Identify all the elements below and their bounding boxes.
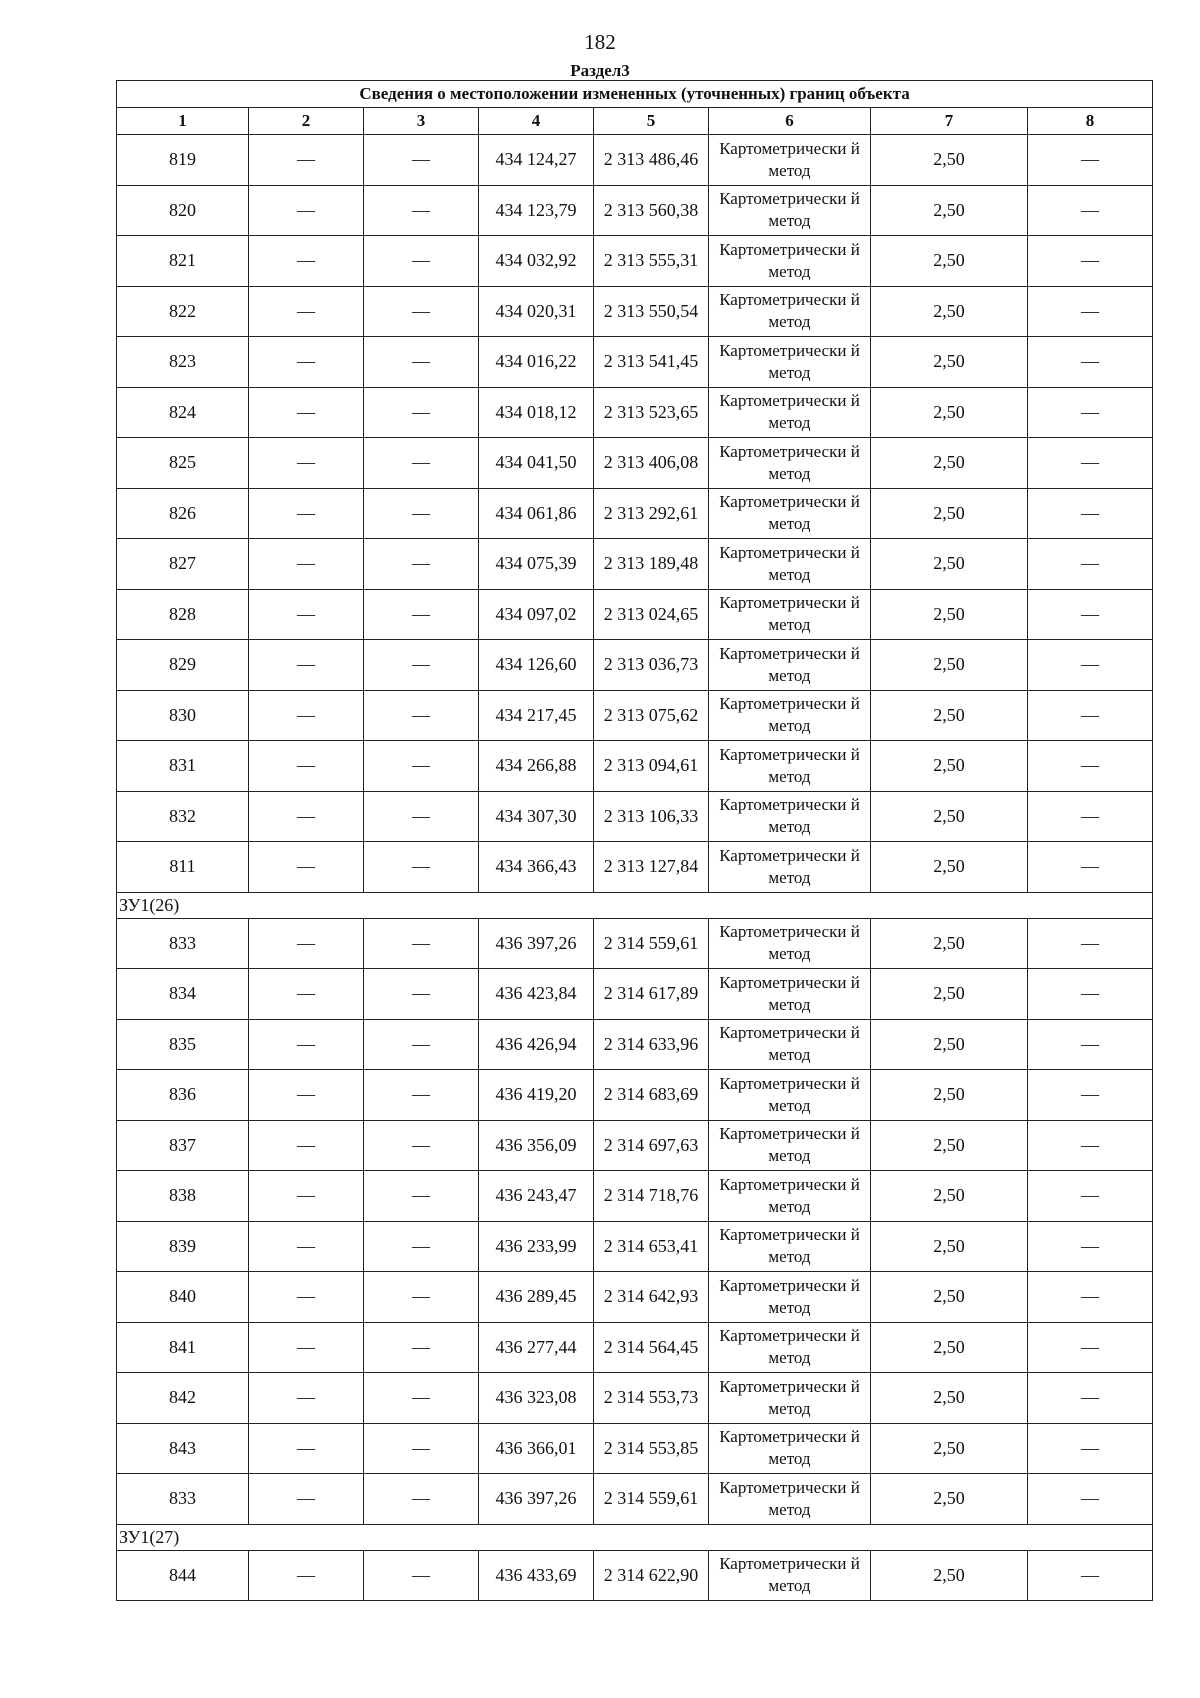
y-coordinate-cell: 2 314 559,61 (594, 1474, 709, 1525)
column-3-cell: — (364, 387, 479, 438)
column-3-cell: — (364, 1474, 479, 1525)
point-number-cell: 821 (117, 236, 249, 287)
y-coordinate-cell: 2 314 559,61 (594, 918, 709, 969)
column-3-cell: — (364, 791, 479, 842)
point-number-cell: 831 (117, 741, 249, 792)
accuracy-cell: 2,50 (871, 1423, 1028, 1474)
point-number-cell: 836 (117, 1070, 249, 1121)
x-coordinate-cell: 436 423,84 (479, 969, 594, 1020)
accuracy-cell: 2,50 (871, 1474, 1028, 1525)
accuracy-cell: 2,50 (871, 1221, 1028, 1272)
column-2-cell: — (249, 1474, 364, 1525)
method-cell: Картометрически й метод (709, 690, 871, 741)
x-coordinate-cell: 436 426,94 (479, 1019, 594, 1070)
point-number-cell: 833 (117, 1474, 249, 1525)
method-cell: Картометрически й метод (709, 791, 871, 842)
column-3-cell: — (364, 969, 479, 1020)
column-header: 6 (709, 108, 871, 135)
y-coordinate-cell: 2 313 094,61 (594, 741, 709, 792)
y-coordinate-cell: 2 313 127,84 (594, 842, 709, 893)
column-3-cell: — (364, 640, 479, 691)
table-row (117, 690, 1153, 741)
accuracy-cell: 2,50 (871, 918, 1028, 969)
accuracy-cell: 2,50 (871, 286, 1028, 337)
y-coordinate-cell: 2 313 024,65 (594, 589, 709, 640)
point-number-cell: 830 (117, 690, 249, 741)
column-3-cell: — (364, 539, 479, 590)
column-2-cell: — (249, 1171, 364, 1222)
y-coordinate-cell: 2 314 683,69 (594, 1070, 709, 1121)
column-8-cell: — (1028, 1474, 1153, 1525)
column-8-cell: — (1028, 135, 1153, 186)
column-3-cell: — (364, 1272, 479, 1323)
column-2-cell: — (249, 969, 364, 1020)
column-3-cell: — (364, 1120, 479, 1171)
table-row (117, 1272, 1153, 1323)
point-number-cell: 839 (117, 1221, 249, 1272)
accuracy-cell: 2,50 (871, 969, 1028, 1020)
column-8-cell: — (1028, 1550, 1153, 1601)
x-coordinate-cell: 434 097,02 (479, 589, 594, 640)
column-2-cell: — (249, 791, 364, 842)
x-coordinate-cell: 436 356,09 (479, 1120, 594, 1171)
column-8-cell: — (1028, 791, 1153, 842)
accuracy-cell: 2,50 (871, 539, 1028, 590)
method-cell: Картометрически й метод (709, 1423, 871, 1474)
column-3-cell: — (364, 741, 479, 792)
y-coordinate-cell: 2 313 189,48 (594, 539, 709, 590)
group-row (117, 892, 1153, 918)
y-coordinate-cell: 2 313 486,46 (594, 135, 709, 186)
column-3-cell: — (364, 1070, 479, 1121)
y-coordinate-cell: 2 313 036,73 (594, 640, 709, 691)
y-coordinate-cell: 2 314 718,76 (594, 1171, 709, 1222)
y-coordinate-cell: 2 313 292,61 (594, 488, 709, 539)
column-8-cell: — (1028, 1019, 1153, 1070)
column-8-cell: — (1028, 842, 1153, 893)
x-coordinate-cell: 436 243,47 (479, 1171, 594, 1222)
column-8-cell: — (1028, 1120, 1153, 1171)
method-cell: Картометрически й метод (709, 1550, 871, 1601)
column-2-cell: — (249, 690, 364, 741)
y-coordinate-cell: 2 314 653,41 (594, 1221, 709, 1272)
method-cell: Картометрически й метод (709, 185, 871, 236)
accuracy-cell: 2,50 (871, 185, 1028, 236)
column-8-cell: — (1028, 589, 1153, 640)
point-number-cell: 834 (117, 969, 249, 1020)
column-8-cell: — (1028, 1272, 1153, 1323)
accuracy-cell: 2,50 (871, 1120, 1028, 1171)
table-caption: Сведения о местоположении измененных (уточненных) границ объекта (117, 81, 1153, 108)
column-2-cell: — (249, 1120, 364, 1171)
method-cell: Картометрически й метод (709, 539, 871, 590)
column-8-cell: — (1028, 236, 1153, 287)
accuracy-cell: 2,50 (871, 135, 1028, 186)
column-3-cell: — (364, 1019, 479, 1070)
x-coordinate-cell: 434 032,92 (479, 236, 594, 287)
point-number-cell: 811 (117, 842, 249, 893)
column-8-cell: — (1028, 1171, 1153, 1222)
table-row (117, 1550, 1153, 1601)
coordinates-table (116, 80, 1153, 1601)
x-coordinate-cell: 436 323,08 (479, 1373, 594, 1424)
accuracy-cell: 2,50 (871, 387, 1028, 438)
accuracy-cell: 2,50 (871, 690, 1028, 741)
method-cell: Картометрически й метод (709, 842, 871, 893)
column-8-cell: — (1028, 690, 1153, 741)
method-cell: Картометрически й метод (709, 741, 871, 792)
column-header: 7 (871, 108, 1028, 135)
table-row (117, 791, 1153, 842)
x-coordinate-cell: 436 433,69 (479, 1550, 594, 1601)
accuracy-cell: 2,50 (871, 438, 1028, 489)
table-row (117, 438, 1153, 489)
column-header: 5 (594, 108, 709, 135)
column-2-cell: — (249, 741, 364, 792)
table-row (117, 135, 1153, 186)
point-number-cell: 832 (117, 791, 249, 842)
x-coordinate-cell: 434 123,79 (479, 185, 594, 236)
method-cell: Картометрически й метод (709, 1171, 871, 1222)
column-8-cell: — (1028, 438, 1153, 489)
accuracy-cell: 2,50 (871, 1322, 1028, 1373)
column-header: 2 (249, 108, 364, 135)
column-3-cell: — (364, 1221, 479, 1272)
table-row (117, 1373, 1153, 1424)
accuracy-cell: 2,50 (871, 1373, 1028, 1424)
y-coordinate-cell: 2 314 564,45 (594, 1322, 709, 1373)
column-2-cell: — (249, 387, 364, 438)
accuracy-cell: 2,50 (871, 1070, 1028, 1121)
method-cell: Картометрически й метод (709, 969, 871, 1020)
point-number-cell: 823 (117, 337, 249, 388)
y-coordinate-cell: 2 313 541,45 (594, 337, 709, 388)
method-cell: Картометрически й метод (709, 640, 871, 691)
method-cell: Картометрически й метод (709, 1272, 871, 1323)
column-2-cell: — (249, 236, 364, 287)
x-coordinate-cell: 434 061,86 (479, 488, 594, 539)
point-number-cell: 841 (117, 1322, 249, 1373)
y-coordinate-cell: 2 314 622,90 (594, 1550, 709, 1601)
column-3-cell: — (364, 918, 479, 969)
table-row (117, 1019, 1153, 1070)
table-row (117, 969, 1153, 1020)
column-2-cell: — (249, 1373, 364, 1424)
y-coordinate-cell: 2 314 642,93 (594, 1272, 709, 1323)
column-8-cell: — (1028, 286, 1153, 337)
method-cell: Картометрически й метод (709, 1070, 871, 1121)
column-2-cell: — (249, 1272, 364, 1323)
table-row (117, 1171, 1153, 1222)
x-coordinate-cell: 434 124,27 (479, 135, 594, 186)
table-row (117, 1474, 1153, 1525)
column-header: 1 (117, 108, 249, 135)
table-row (117, 842, 1153, 893)
accuracy-cell: 2,50 (871, 488, 1028, 539)
column-3-cell: — (364, 1373, 479, 1424)
column-2-cell: — (249, 135, 364, 186)
column-8-cell: — (1028, 185, 1153, 236)
point-number-cell: 828 (117, 589, 249, 640)
column-8-cell: — (1028, 539, 1153, 590)
x-coordinate-cell: 434 217,45 (479, 690, 594, 741)
x-coordinate-cell: 434 126,60 (479, 640, 594, 691)
x-coordinate-cell: 436 397,26 (479, 918, 594, 969)
table-caption-row (117, 81, 1153, 108)
point-number-cell: 819 (117, 135, 249, 186)
x-coordinate-cell: 434 075,39 (479, 539, 594, 590)
point-number-cell: 829 (117, 640, 249, 691)
column-3-cell: — (364, 236, 479, 287)
point-number-cell: 842 (117, 1373, 249, 1424)
method-cell: Картометрически й метод (709, 236, 871, 287)
table-header-row (117, 108, 1153, 135)
method-cell: Картометрически й метод (709, 135, 871, 186)
method-cell: Картометрически й метод (709, 488, 871, 539)
point-number-cell: 840 (117, 1272, 249, 1323)
y-coordinate-cell: 2 313 075,62 (594, 690, 709, 741)
column-2-cell: — (249, 1322, 364, 1373)
table-row (117, 539, 1153, 590)
point-number-cell: 835 (117, 1019, 249, 1070)
table-row (117, 1070, 1153, 1121)
y-coordinate-cell: 2 313 106,33 (594, 791, 709, 842)
column-3-cell: — (364, 1171, 479, 1222)
method-cell: Картометрически й метод (709, 1019, 871, 1070)
table-row (117, 185, 1153, 236)
y-coordinate-cell: 2 313 560,38 (594, 185, 709, 236)
y-coordinate-cell: 2 313 406,08 (594, 438, 709, 489)
x-coordinate-cell: 434 041,50 (479, 438, 594, 489)
column-8-cell: — (1028, 1423, 1153, 1474)
method-cell: Картометрически й метод (709, 1474, 871, 1525)
x-coordinate-cell: 434 020,31 (479, 286, 594, 337)
x-coordinate-cell: 436 419,20 (479, 1070, 594, 1121)
accuracy-cell: 2,50 (871, 589, 1028, 640)
x-coordinate-cell: 434 266,88 (479, 741, 594, 792)
accuracy-cell: 2,50 (871, 337, 1028, 388)
column-header: 8 (1028, 108, 1153, 135)
column-8-cell: — (1028, 1373, 1153, 1424)
column-2-cell: — (249, 539, 364, 590)
x-coordinate-cell: 436 289,45 (479, 1272, 594, 1323)
table-row (117, 1221, 1153, 1272)
column-2-cell: — (249, 337, 364, 388)
point-number-cell: 827 (117, 539, 249, 590)
column-8-cell: — (1028, 918, 1153, 969)
column-8-cell: — (1028, 1070, 1153, 1121)
column-2-cell: — (249, 640, 364, 691)
column-3-cell: — (364, 135, 479, 186)
column-2-cell: — (249, 1070, 364, 1121)
column-8-cell: — (1028, 969, 1153, 1020)
accuracy-cell: 2,50 (871, 791, 1028, 842)
x-coordinate-cell: 436 277,44 (479, 1322, 594, 1373)
y-coordinate-cell: 2 313 555,31 (594, 236, 709, 287)
column-header: 3 (364, 108, 479, 135)
column-2-cell: — (249, 1019, 364, 1070)
column-header: 4 (479, 108, 594, 135)
x-coordinate-cell: 434 307,30 (479, 791, 594, 842)
column-3-cell: — (364, 842, 479, 893)
column-8-cell: — (1028, 1221, 1153, 1272)
accuracy-cell: 2,50 (871, 1171, 1028, 1222)
method-cell: Картометрически й метод (709, 1120, 871, 1171)
table-row (117, 488, 1153, 539)
x-coordinate-cell: 436 233,99 (479, 1221, 594, 1272)
column-8-cell: — (1028, 488, 1153, 539)
column-2-cell: — (249, 1221, 364, 1272)
method-cell: Картометрически й метод (709, 1373, 871, 1424)
column-3-cell: — (364, 1423, 479, 1474)
column-8-cell: — (1028, 640, 1153, 691)
method-cell: Картометрически й метод (709, 438, 871, 489)
point-number-cell: 837 (117, 1120, 249, 1171)
x-coordinate-cell: 434 016,22 (479, 337, 594, 388)
accuracy-cell: 2,50 (871, 640, 1028, 691)
y-coordinate-cell: 2 314 697,63 (594, 1120, 709, 1171)
column-2-cell: — (249, 286, 364, 337)
column-3-cell: — (364, 488, 479, 539)
x-coordinate-cell: 434 018,12 (479, 387, 594, 438)
column-8-cell: — (1028, 337, 1153, 388)
x-coordinate-cell: 434 366,43 (479, 842, 594, 893)
accuracy-cell: 2,50 (871, 1550, 1028, 1601)
table-row (117, 640, 1153, 691)
group-row (117, 1524, 1153, 1550)
group-label: ЗУ1(27) (117, 1524, 1153, 1550)
column-2-cell: — (249, 1423, 364, 1474)
accuracy-cell: 2,50 (871, 1272, 1028, 1323)
column-3-cell: — (364, 1322, 479, 1373)
accuracy-cell: 2,50 (871, 741, 1028, 792)
point-number-cell: 825 (117, 438, 249, 489)
accuracy-cell: 2,50 (871, 1019, 1028, 1070)
point-number-cell: 822 (117, 286, 249, 337)
accuracy-cell: 2,50 (871, 236, 1028, 287)
column-3-cell: — (364, 337, 479, 388)
y-coordinate-cell: 2 313 550,54 (594, 286, 709, 337)
method-cell: Картометрически й метод (709, 589, 871, 640)
column-3-cell: — (364, 286, 479, 337)
column-8-cell: — (1028, 387, 1153, 438)
method-cell: Картометрически й метод (709, 337, 871, 388)
table-row (117, 337, 1153, 388)
section-title: Раздел3 (570, 61, 630, 80)
point-number-cell: 826 (117, 488, 249, 539)
y-coordinate-cell: 2 313 523,65 (594, 387, 709, 438)
table-row (117, 286, 1153, 337)
table-row (117, 1423, 1153, 1474)
column-2-cell: — (249, 1550, 364, 1601)
table-row (117, 236, 1153, 287)
page-number: 182 (584, 30, 616, 54)
y-coordinate-cell: 2 314 633,96 (594, 1019, 709, 1070)
point-number-cell: 820 (117, 185, 249, 236)
group-label: ЗУ1(26) (117, 892, 1153, 918)
table-row (117, 741, 1153, 792)
method-cell: Картометрически й метод (709, 286, 871, 337)
y-coordinate-cell: 2 314 553,85 (594, 1423, 709, 1474)
table-row (117, 918, 1153, 969)
method-cell: Картометрически й метод (709, 387, 871, 438)
method-cell: Картометрически й метод (709, 1322, 871, 1373)
column-3-cell: — (364, 1550, 479, 1601)
point-number-cell: 824 (117, 387, 249, 438)
table-row (117, 1322, 1153, 1373)
method-cell: Картометрически й метод (709, 1221, 871, 1272)
column-8-cell: — (1028, 1322, 1153, 1373)
point-number-cell: 843 (117, 1423, 249, 1474)
column-2-cell: — (249, 488, 364, 539)
x-coordinate-cell: 436 397,26 (479, 1474, 594, 1525)
column-3-cell: — (364, 185, 479, 236)
column-3-cell: — (364, 438, 479, 489)
table-row (117, 589, 1153, 640)
column-2-cell: — (249, 918, 364, 969)
table-row (117, 387, 1153, 438)
column-2-cell: — (249, 842, 364, 893)
accuracy-cell: 2,50 (871, 842, 1028, 893)
method-cell: Картометрически й метод (709, 918, 871, 969)
point-number-cell: 838 (117, 1171, 249, 1222)
point-number-cell: 844 (117, 1550, 249, 1601)
column-3-cell: — (364, 589, 479, 640)
y-coordinate-cell: 2 314 553,73 (594, 1373, 709, 1424)
point-number-cell: 833 (117, 918, 249, 969)
column-2-cell: — (249, 589, 364, 640)
x-coordinate-cell: 436 366,01 (479, 1423, 594, 1474)
column-8-cell: — (1028, 741, 1153, 792)
table-row (117, 1120, 1153, 1171)
y-coordinate-cell: 2 314 617,89 (594, 969, 709, 1020)
column-2-cell: — (249, 185, 364, 236)
column-3-cell: — (364, 690, 479, 741)
column-2-cell: — (249, 438, 364, 489)
